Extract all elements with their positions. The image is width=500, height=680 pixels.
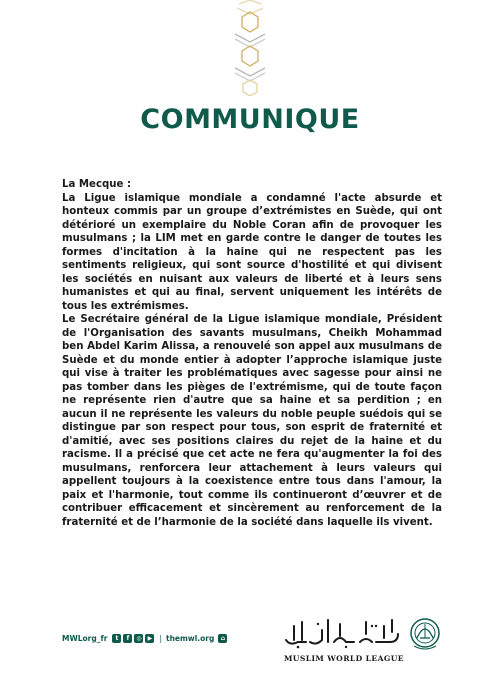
facebook-icon[interactable]: f xyxy=(123,634,132,643)
paragraph-secretary-general: Le Secrétaire général de la Ligue islamique mondiale, Président de l'Organisation des savants musulmans, Cheikh Mohammad ben Abdel Karim Alissa, a renouvelé son appel aux musulmans de Suède et du monde entier à adopter l’approche islamique juste qui vise à traiter les problématiques avec sagesse pour ainsi ne pas tomber dans les pièges de l'extrémisme, qui de toute façon ne représente rien d'autre que sa haine et sa perdition ; en aucun il ne représente les valeurs du noble peuple suédois qui se distingue par son respect pour tous, son esprit de fraternité et d'amitié, avec ses positions claires du rejet de la haine et du racisme. Il a précisé que cet acte ne fera qu'augmenter la foi des musulmans, renforcera leur attachement à leurs valeurs qui appellent toujours à la coexistence entre tous dans l'amour, la paix et l'harmonie, tout comme ils continueront d’œuvrer et de contribuer efficacement et sincèrement au renforcement de la fraternité et de l’harmonie de la société dans laquelle ils vivent. xyxy=(62,314,442,528)
dateline: La Mecque : xyxy=(62,179,132,190)
social-handle[interactable]: MWLorg_fr xyxy=(62,633,108,643)
twitter-icon[interactable]: t xyxy=(112,634,121,643)
home-icon[interactable]: ⌂ xyxy=(218,634,227,643)
page-title: COMMUNIQUE xyxy=(140,104,360,135)
paragraph-condemnation: La Ligue islamique mondiale a condamné l'acte absurde et honteux commis par un groupe d’extrémistes en Suède, qui ont détérioré un exemplaire du Noble Coran afin de provoquer les musulmans ; la LIM met en garde contre le danger de toutes les formes d'incitation à la haine qui ne respectent pas les sentiments religieux, qui sont source d'hostilité et qui divisent les sociétés en nuisant aux valeurs de liberté et à leurs sens humanistes et qui au final, servent uniquement les intérêts de tous les extrémismes. xyxy=(62,192,442,312)
mwl-emblem-icon xyxy=(408,616,442,652)
website-link[interactable]: themwl.org xyxy=(165,633,215,643)
instagram-icon[interactable]: ◎ xyxy=(136,634,142,642)
mwl-logo xyxy=(280,616,442,664)
mwl-latin-name: MUSLIM WORLD LEAGUE xyxy=(284,654,404,663)
youtube-icon[interactable]: ▶ xyxy=(145,634,154,643)
footer-social xyxy=(62,628,229,648)
ornament-icon xyxy=(225,0,275,96)
arabic-wordmark-icon xyxy=(280,616,404,650)
communique-body xyxy=(62,178,442,529)
footer-separator: | xyxy=(159,633,162,643)
